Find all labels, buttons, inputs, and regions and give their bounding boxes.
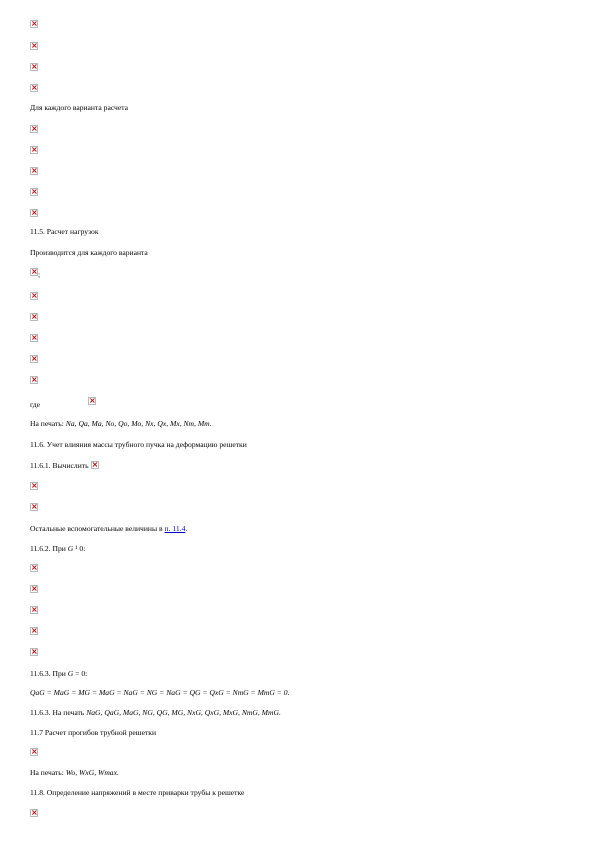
formula-image-7 xyxy=(30,167,38,175)
paragraph-where: где xyxy=(30,400,40,409)
formula-image-6 xyxy=(30,146,38,154)
formula-image-22 xyxy=(30,606,38,614)
print-label: На печать: xyxy=(30,768,64,777)
cond-suffix: = 0: xyxy=(75,669,88,678)
paragraph: Производится для каждого варианта xyxy=(30,248,148,257)
formula-image-9 xyxy=(30,209,38,217)
print-line xyxy=(30,768,119,778)
formula-image-12 xyxy=(30,313,38,321)
paragraph xyxy=(30,669,87,679)
formula-image-24 xyxy=(30,648,38,656)
formula-image-16 xyxy=(88,397,96,405)
formula-image-8 xyxy=(30,188,38,196)
cond-prefix: 11.6.2. При xyxy=(30,544,66,553)
formula-image-25 xyxy=(30,748,38,756)
cond-prefix: 11.6.3. При xyxy=(30,669,66,678)
paragraph xyxy=(30,544,85,554)
ref-suffix: . xyxy=(185,524,188,533)
section-heading: 11.6. Учет влияния массы трубного пучка на деформацию решетки xyxy=(30,440,247,449)
cond-var: G xyxy=(67,669,74,678)
section-link[interactable]: п. 11.4 xyxy=(164,524,186,533)
formula-image-3 xyxy=(30,63,38,71)
section-heading: 11.5. Расчет нагрузок xyxy=(30,227,99,236)
formula-image-5 xyxy=(30,125,38,133)
print-vars: NaG, QaG, MaG, NG, QG, MG, NxG, QxG, MxG, NmG, MmG. xyxy=(86,708,281,717)
formula-image-4 xyxy=(30,84,38,92)
paragraph: Для каждого варианта расчета xyxy=(30,103,129,112)
formula-image-18 xyxy=(30,482,38,490)
cond-suffix: ¹ 0: xyxy=(75,544,86,553)
formula-image-1 xyxy=(30,20,38,28)
formula-image-17 xyxy=(91,461,99,469)
paragraph xyxy=(30,461,99,471)
print-vars: Na, Qa, Ma, No, Qo, Mo, Nx, Qx, Mx, Nm, Mm. xyxy=(65,419,212,428)
compute-label: 11.6.1. Вычислить xyxy=(30,461,89,470)
print-label: На печать: xyxy=(30,419,64,428)
formula-image-19 xyxy=(30,503,38,511)
formula-image-23 xyxy=(30,627,38,635)
print-label: 11.6.3. На печать xyxy=(30,708,85,717)
cond-var: G xyxy=(67,544,74,553)
formula-image-14 xyxy=(30,355,38,363)
formula-image-2 xyxy=(30,42,38,50)
ref-prefix: Остальные вспомогательные величины в xyxy=(30,524,163,533)
formula-image-20 xyxy=(30,564,38,572)
formula-image-21 xyxy=(30,585,38,593)
formula-image-13 xyxy=(30,334,38,342)
section-heading: 11.7 Расчет прогибов трубной решетки xyxy=(30,728,157,737)
print-line xyxy=(30,708,281,718)
formula-image-15 xyxy=(30,376,38,384)
print-vars: Wo, WxG, Wmax. xyxy=(65,768,119,777)
paragraph xyxy=(30,524,187,534)
formula-image-26 xyxy=(30,809,38,817)
formula-image-11 xyxy=(30,292,38,300)
formula-image-10 xyxy=(30,268,38,276)
punctuation: ; xyxy=(38,270,41,279)
equation-line: QaG = MaG = MG = MaG = NaG = NG = NaG = QG = QxG = NmG = MmG = 0. xyxy=(30,688,290,697)
print-line xyxy=(30,419,212,429)
section-heading: 11.8. Определение напряжений в месте приварки трубы к решетке xyxy=(30,788,245,797)
